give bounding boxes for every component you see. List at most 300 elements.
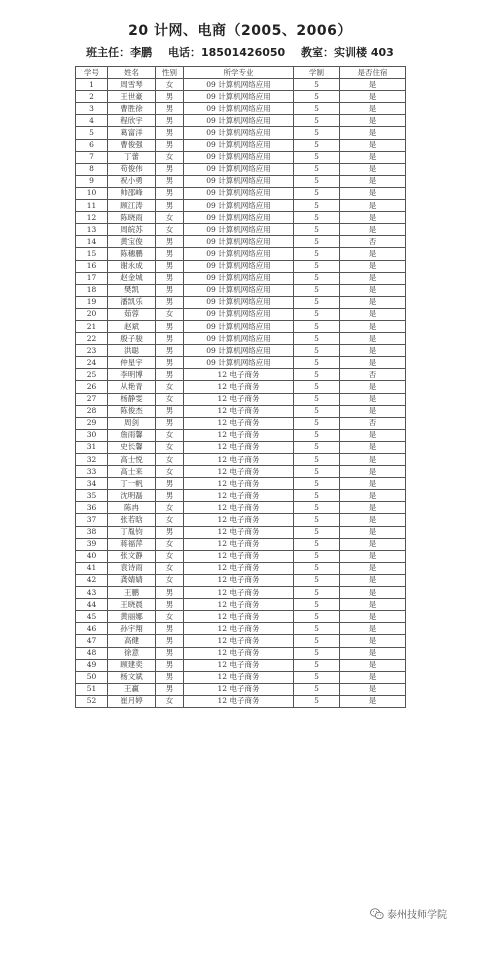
table-row xyxy=(76,308,406,320)
table-row xyxy=(76,236,406,248)
header-name: 姓名 xyxy=(108,67,156,79)
cell-boarding: 是 xyxy=(340,441,406,453)
cell-major: 09 计算机网络应用 xyxy=(184,260,294,272)
cell-name: 沈明磊 xyxy=(108,490,156,502)
cell-student-id: 36 xyxy=(76,502,108,514)
cell-student-id: 1 xyxy=(76,79,108,91)
cell-major: 09 计算机网络应用 xyxy=(184,224,294,236)
cell-gender: 男 xyxy=(156,526,184,538)
cell-duration: 5 xyxy=(294,623,340,635)
cell-name: 葛富洋 xyxy=(108,127,156,139)
cell-student-id: 31 xyxy=(76,441,108,453)
cell-major: 09 计算机网络应用 xyxy=(184,127,294,139)
cell-student-id: 9 xyxy=(76,175,108,187)
cell-name: 黄宝俊 xyxy=(108,236,156,248)
table-row xyxy=(76,248,406,260)
cell-boarding: 是 xyxy=(340,550,406,562)
cell-duration: 5 xyxy=(294,345,340,357)
cell-duration: 5 xyxy=(294,224,340,236)
cell-major: 12 电子商务 xyxy=(184,562,294,574)
cell-student-id: 37 xyxy=(76,514,108,526)
cell-major: 12 电子商务 xyxy=(184,381,294,393)
cell-name: 崔月婷 xyxy=(108,695,156,707)
cell-duration: 5 xyxy=(294,502,340,514)
cell-boarding: 是 xyxy=(340,345,406,357)
cell-major: 12 电子商务 xyxy=(184,441,294,453)
cell-boarding: 是 xyxy=(340,490,406,502)
cell-boarding: 是 xyxy=(340,429,406,441)
cell-gender: 男 xyxy=(156,357,184,369)
table-row xyxy=(76,212,406,224)
cell-major: 09 计算机网络应用 xyxy=(184,163,294,175)
cell-duration: 5 xyxy=(294,550,340,562)
cell-major: 12 电子商务 xyxy=(184,683,294,695)
cell-duration: 5 xyxy=(294,599,340,611)
cell-name: 周雪琴 xyxy=(108,79,156,91)
cell-name: 徐意 xyxy=(108,647,156,659)
cell-major: 12 电子商务 xyxy=(184,550,294,562)
cell-gender: 女 xyxy=(156,611,184,623)
table-row xyxy=(76,429,406,441)
table-row xyxy=(76,611,406,623)
cell-student-id: 46 xyxy=(76,623,108,635)
cell-major: 12 电子商务 xyxy=(184,369,294,381)
cell-boarding: 否 xyxy=(340,417,406,429)
cell-gender: 男 xyxy=(156,345,184,357)
cell-name: 顾建奕 xyxy=(108,659,156,671)
cell-boarding: 是 xyxy=(340,127,406,139)
cell-boarding: 是 xyxy=(340,526,406,538)
cell-student-id: 42 xyxy=(76,574,108,586)
cell-major: 09 计算机网络应用 xyxy=(184,320,294,332)
cell-major: 12 电子商务 xyxy=(184,647,294,659)
cell-boarding: 是 xyxy=(340,139,406,151)
cell-student-id: 26 xyxy=(76,381,108,393)
cell-major: 12 电子商务 xyxy=(184,574,294,586)
cell-boarding: 是 xyxy=(340,635,406,647)
cell-boarding: 是 xyxy=(340,478,406,490)
cell-gender: 女 xyxy=(156,550,184,562)
cell-boarding: 是 xyxy=(340,91,406,103)
cell-student-id: 5 xyxy=(76,127,108,139)
table-row xyxy=(76,599,406,611)
header-student-id: 学号 xyxy=(76,67,108,79)
cell-gender: 女 xyxy=(156,212,184,224)
cell-name: 曹胜徐 xyxy=(108,103,156,115)
cell-student-id: 20 xyxy=(76,308,108,320)
table-row xyxy=(76,333,406,345)
cell-student-id: 19 xyxy=(76,296,108,308)
cell-student-id: 32 xyxy=(76,454,108,466)
cell-major: 12 电子商务 xyxy=(184,695,294,707)
table-row xyxy=(76,200,406,212)
cell-boarding: 是 xyxy=(340,115,406,127)
cell-name: 杨静雯 xyxy=(108,393,156,405)
cell-student-id: 44 xyxy=(76,599,108,611)
cell-boarding: 是 xyxy=(340,671,406,683)
cell-name: 王鹏 xyxy=(108,587,156,599)
cell-student-id: 43 xyxy=(76,587,108,599)
cell-boarding: 是 xyxy=(340,683,406,695)
cell-duration: 5 xyxy=(294,175,340,187)
cell-boarding: 是 xyxy=(340,514,406,526)
cell-gender: 男 xyxy=(156,139,184,151)
table-row xyxy=(76,272,406,284)
cell-student-id: 29 xyxy=(76,417,108,429)
cell-student-id: 40 xyxy=(76,550,108,562)
cell-name: 从艳青 xyxy=(108,381,156,393)
cell-major: 09 计算机网络应用 xyxy=(184,187,294,199)
cell-boarding: 是 xyxy=(340,599,406,611)
cell-boarding: 是 xyxy=(340,151,406,163)
cell-duration: 5 xyxy=(294,260,340,272)
cell-major: 12 电子商务 xyxy=(184,671,294,683)
cell-student-id: 49 xyxy=(76,659,108,671)
cell-student-id: 3 xyxy=(76,103,108,115)
cell-duration: 5 xyxy=(294,647,340,659)
cell-name: 高健 xyxy=(108,635,156,647)
cell-boarding: 是 xyxy=(340,175,406,187)
cell-name: 高士来 xyxy=(108,466,156,478)
table-row xyxy=(76,163,406,175)
cell-major: 12 电子商务 xyxy=(184,478,294,490)
table-row xyxy=(76,671,406,683)
cell-student-id: 30 xyxy=(76,429,108,441)
cell-name: 陈俊杰 xyxy=(108,405,156,417)
cell-major: 09 计算机网络应用 xyxy=(184,357,294,369)
cell-name: 赵斌 xyxy=(108,320,156,332)
cell-gender: 女 xyxy=(156,441,184,453)
cell-duration: 5 xyxy=(294,514,340,526)
cell-student-id: 14 xyxy=(76,236,108,248)
cell-student-id: 35 xyxy=(76,490,108,502)
cell-duration: 5 xyxy=(294,574,340,586)
watermark-text: 泰州技师学院 xyxy=(387,910,447,921)
cell-duration: 5 xyxy=(294,441,340,453)
table-row xyxy=(76,405,406,417)
cell-student-id: 13 xyxy=(76,224,108,236)
cell-major: 12 电子商务 xyxy=(184,659,294,671)
cell-major: 12 电子商务 xyxy=(184,466,294,478)
header-boarding: 是否住宿 xyxy=(340,67,406,79)
cell-student-id: 16 xyxy=(76,260,108,272)
cell-duration: 5 xyxy=(294,369,340,381)
cell-name: 王赢 xyxy=(108,683,156,695)
cell-duration: 5 xyxy=(294,490,340,502)
cell-major: 12 电子商务 xyxy=(184,393,294,405)
cell-name: 王世豪 xyxy=(108,91,156,103)
cell-name: 史长馨 xyxy=(108,441,156,453)
table-row xyxy=(76,224,406,236)
cell-major: 09 计算机网络应用 xyxy=(184,139,294,151)
table-row xyxy=(76,103,406,115)
cell-gender: 女 xyxy=(156,514,184,526)
cell-student-id: 6 xyxy=(76,139,108,151)
cell-boarding: 是 xyxy=(340,623,406,635)
cell-boarding: 是 xyxy=(340,405,406,417)
cell-major: 09 计算机网络应用 xyxy=(184,79,294,91)
cell-name: 殷子骏 xyxy=(108,333,156,345)
table-row xyxy=(76,454,406,466)
cell-student-id: 21 xyxy=(76,320,108,332)
cell-duration: 5 xyxy=(294,659,340,671)
table-header-row xyxy=(76,67,406,79)
cell-duration: 5 xyxy=(294,405,340,417)
cell-boarding: 是 xyxy=(340,466,406,478)
cell-boarding: 是 xyxy=(340,200,406,212)
cell-boarding: 是 xyxy=(340,187,406,199)
cell-student-id: 41 xyxy=(76,562,108,574)
cell-gender: 女 xyxy=(156,429,184,441)
table-row xyxy=(76,139,406,151)
cell-student-id: 15 xyxy=(76,248,108,260)
cell-gender: 男 xyxy=(156,587,184,599)
cell-major: 12 电子商务 xyxy=(184,526,294,538)
cell-name: 茹蓉 xyxy=(108,308,156,320)
cell-boarding: 否 xyxy=(340,369,406,381)
cell-boarding: 是 xyxy=(340,695,406,707)
cell-duration: 5 xyxy=(294,151,340,163)
cell-gender: 男 xyxy=(156,91,184,103)
cell-name: 周皖苏 xyxy=(108,224,156,236)
cell-duration: 5 xyxy=(294,333,340,345)
cell-student-id: 18 xyxy=(76,284,108,296)
table-row xyxy=(76,175,406,187)
header-gender: 性别 xyxy=(156,67,184,79)
cell-name: 丁一帆 xyxy=(108,478,156,490)
cell-name: 樊凯 xyxy=(108,284,156,296)
cell-major: 12 电子商务 xyxy=(184,611,294,623)
cell-gender: 男 xyxy=(156,320,184,332)
cell-gender: 女 xyxy=(156,224,184,236)
cell-duration: 5 xyxy=(294,115,340,127)
table-body xyxy=(76,79,406,708)
cell-duration: 5 xyxy=(294,79,340,91)
cell-gender: 女 xyxy=(156,574,184,586)
cell-gender: 男 xyxy=(156,369,184,381)
cell-student-id: 27 xyxy=(76,393,108,405)
cell-boarding: 是 xyxy=(340,272,406,284)
cell-duration: 5 xyxy=(294,538,340,550)
cell-name: 袁诗雨 xyxy=(108,562,156,574)
cell-name: 谢永成 xyxy=(108,260,156,272)
cell-boarding: 是 xyxy=(340,103,406,115)
cell-major: 12 电子商务 xyxy=(184,635,294,647)
cell-gender: 女 xyxy=(156,79,184,91)
cell-name: 周剑 xyxy=(108,417,156,429)
cell-boarding: 是 xyxy=(340,248,406,260)
cell-gender: 男 xyxy=(156,175,184,187)
cell-gender: 女 xyxy=(156,393,184,405)
table-row xyxy=(76,562,406,574)
cell-duration: 5 xyxy=(294,683,340,695)
cell-duration: 5 xyxy=(294,671,340,683)
cell-gender: 女 xyxy=(156,562,184,574)
cell-gender: 女 xyxy=(156,151,184,163)
table-row xyxy=(76,647,406,659)
cell-gender: 男 xyxy=(156,417,184,429)
cell-duration: 5 xyxy=(294,91,340,103)
table-row xyxy=(76,683,406,695)
cell-duration: 5 xyxy=(294,635,340,647)
cell-student-id: 48 xyxy=(76,647,108,659)
cell-name: 高士悦 xyxy=(108,454,156,466)
cell-duration: 5 xyxy=(294,248,340,260)
cell-name: 詹雨馨 xyxy=(108,429,156,441)
cell-gender: 女 xyxy=(156,695,184,707)
cell-boarding: 是 xyxy=(340,538,406,550)
cell-major: 09 计算机网络应用 xyxy=(184,103,294,115)
cell-gender: 男 xyxy=(156,635,184,647)
cell-student-id: 2 xyxy=(76,91,108,103)
cell-duration: 5 xyxy=(294,187,340,199)
cell-gender: 男 xyxy=(156,187,184,199)
table-row xyxy=(76,514,406,526)
table-row xyxy=(76,393,406,405)
cell-major: 12 电子商务 xyxy=(184,502,294,514)
room-label: 教室：实训楼 403 xyxy=(301,46,394,59)
cell-gender: 男 xyxy=(156,284,184,296)
cell-gender: 女 xyxy=(156,502,184,514)
cell-student-id: 52 xyxy=(76,695,108,707)
cell-student-id: 47 xyxy=(76,635,108,647)
cell-duration: 5 xyxy=(294,393,340,405)
cell-name: 仲星宇 xyxy=(108,357,156,369)
cell-student-id: 38 xyxy=(76,526,108,538)
cell-gender: 男 xyxy=(156,647,184,659)
cell-major: 09 计算机网络应用 xyxy=(184,151,294,163)
cell-duration: 5 xyxy=(294,454,340,466)
cell-duration: 5 xyxy=(294,200,340,212)
cell-duration: 5 xyxy=(294,320,340,332)
cell-major: 12 电子商务 xyxy=(184,538,294,550)
cell-boarding: 是 xyxy=(340,163,406,175)
cell-boarding: 是 xyxy=(340,308,406,320)
cell-boarding: 是 xyxy=(340,611,406,623)
student-table xyxy=(75,66,406,708)
cell-gender: 男 xyxy=(156,236,184,248)
table-row xyxy=(76,466,406,478)
cell-major: 09 计算机网络应用 xyxy=(184,308,294,320)
table-row xyxy=(76,538,406,550)
cell-duration: 5 xyxy=(294,357,340,369)
cell-major: 12 电子商务 xyxy=(184,429,294,441)
cell-duration: 5 xyxy=(294,127,340,139)
cell-name: 王晓晨 xyxy=(108,599,156,611)
cell-boarding: 是 xyxy=(340,381,406,393)
cell-gender: 男 xyxy=(156,490,184,502)
cell-boarding: 是 xyxy=(340,454,406,466)
cell-gender: 女 xyxy=(156,308,184,320)
table-row xyxy=(76,526,406,538)
cell-duration: 5 xyxy=(294,587,340,599)
header-duration: 学制 xyxy=(294,67,340,79)
cell-duration: 5 xyxy=(294,417,340,429)
cell-major: 09 计算机网络应用 xyxy=(184,91,294,103)
cell-name: 陈穗鹏 xyxy=(108,248,156,260)
cell-boarding: 是 xyxy=(340,260,406,272)
cell-boarding: 是 xyxy=(340,587,406,599)
cell-name: 张若晗 xyxy=(108,514,156,526)
table-row xyxy=(76,320,406,332)
cell-gender: 男 xyxy=(156,478,184,490)
cell-duration: 5 xyxy=(294,139,340,151)
cell-name: 杨文斌 xyxy=(108,671,156,683)
table-row xyxy=(76,635,406,647)
cell-major: 12 电子商务 xyxy=(184,587,294,599)
header-major: 所学专业 xyxy=(184,67,294,79)
cell-student-id: 51 xyxy=(76,683,108,695)
cell-major: 12 电子商务 xyxy=(184,405,294,417)
table-row xyxy=(76,417,406,429)
cell-boarding: 是 xyxy=(340,502,406,514)
cell-major: 09 计算机网络应用 xyxy=(184,248,294,260)
cell-duration: 5 xyxy=(294,236,340,248)
cell-gender: 男 xyxy=(156,115,184,127)
cell-student-id: 34 xyxy=(76,478,108,490)
cell-name: 潘凯乐 xyxy=(108,296,156,308)
cell-student-id: 24 xyxy=(76,357,108,369)
cell-gender: 男 xyxy=(156,333,184,345)
cell-name: 曹俊强 xyxy=(108,139,156,151)
cell-student-id: 22 xyxy=(76,333,108,345)
wechat-icon xyxy=(370,908,384,920)
cell-gender: 男 xyxy=(156,103,184,115)
cell-student-id: 33 xyxy=(76,466,108,478)
cell-student-id: 23 xyxy=(76,345,108,357)
cell-student-id: 4 xyxy=(76,115,108,127)
table-row xyxy=(76,127,406,139)
cell-name: 顾江涛 xyxy=(108,200,156,212)
cell-student-id: 7 xyxy=(76,151,108,163)
cell-name: 陈冉 xyxy=(108,502,156,514)
cell-gender: 男 xyxy=(156,272,184,284)
cell-gender: 男 xyxy=(156,599,184,611)
table-row xyxy=(76,91,406,103)
cell-gender: 男 xyxy=(156,623,184,635)
table-row xyxy=(76,478,406,490)
cell-boarding: 是 xyxy=(340,659,406,671)
cell-student-id: 28 xyxy=(76,405,108,417)
cell-gender: 男 xyxy=(156,260,184,272)
cell-gender: 男 xyxy=(156,659,184,671)
cell-name: 程欣宇 xyxy=(108,115,156,127)
cell-major: 09 计算机网络应用 xyxy=(184,212,294,224)
cell-gender: 男 xyxy=(156,405,184,417)
cell-duration: 5 xyxy=(294,284,340,296)
watermark xyxy=(370,906,447,921)
cell-name: 赵金城 xyxy=(108,272,156,284)
table-row xyxy=(76,357,406,369)
table-row xyxy=(76,587,406,599)
cell-name: 孙宇翔 xyxy=(108,623,156,635)
table-row xyxy=(76,115,406,127)
cell-gender: 男 xyxy=(156,127,184,139)
table-row xyxy=(76,623,406,635)
cell-student-id: 25 xyxy=(76,369,108,381)
cell-name: 丁胤钧 xyxy=(108,526,156,538)
cell-major: 12 电子商务 xyxy=(184,454,294,466)
cell-duration: 5 xyxy=(294,611,340,623)
cell-duration: 5 xyxy=(294,478,340,490)
cell-name: 陈晓雨 xyxy=(108,212,156,224)
cell-student-id: 10 xyxy=(76,187,108,199)
cell-major: 09 计算机网络应用 xyxy=(184,345,294,357)
cell-name: 苟俊伟 xyxy=(108,163,156,175)
cell-duration: 5 xyxy=(294,212,340,224)
cell-student-id: 50 xyxy=(76,671,108,683)
cell-student-id: 17 xyxy=(76,272,108,284)
